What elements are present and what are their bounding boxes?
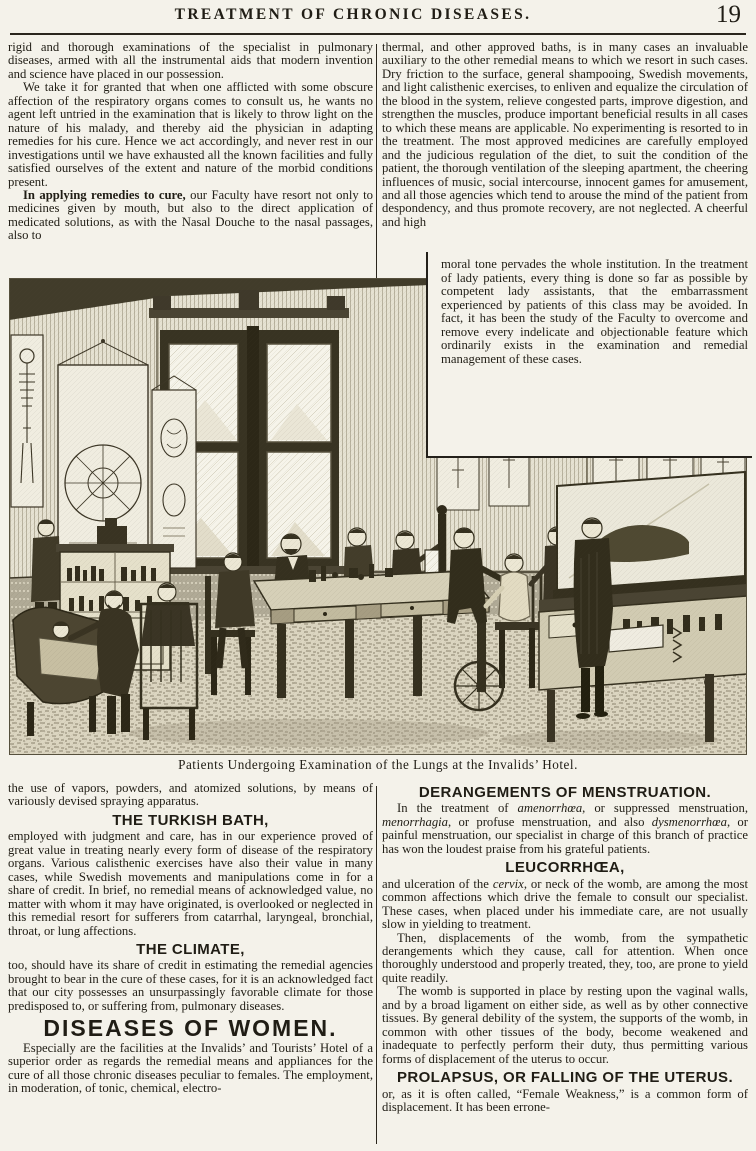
section-heading: THE TURKISH BATH, (112, 811, 269, 829)
top-right-column (382, 41, 748, 229)
paragraph: Especially are the facilities at the Invalids’ and Tourists’ Hotel of a superior order as regards the remedial means and appliances for the cure of all those chronic diseases peculiar to females. The employment, in moderation, of tonic, chemical, electro- (8, 1040, 373, 1096)
column-divider-bottom (376, 786, 377, 1144)
paragraph: In applying remedies to cure, our Faculty have resort not only to medicines given by mouth, but also to the direct application of medicated solutions, as with the Nasal Douche to the nasal passages, also to (8, 187, 373, 243)
section-heading: PROLAPSUS, OR FALLING OF THE UTERUS. (396, 1069, 734, 1087)
paragraph: We take it for granted that when one afflicted with some obscure affection of the respiratory organs comes to consult us, he wants no agent left untried in the examination that is likely to throw light on the nature of his malady, and thereby aid the physician in adapting remedies for his cure. Hence we act accordingly, and never rest in our investigations until we have exhausted all the known facilities and fully satisfied ourselves of the extent and nature of the morbid conditions present. (8, 80, 373, 189)
paragraph: moral tone pervades the whole institution. In the treatment of lady patients, every thing is done so far as possible by competent lady assistants, that the embarrassment experienced by patients of this class may be avoided. In fact, it has been the study of the Faculty to overcome and remove every indelicate and objectionable feature which ordinarily exists in the examination and remedial management of these cases. (441, 257, 748, 366)
bottom-left-column (8, 782, 373, 1096)
section-heading: DERANGEMENTS OF MENSTRUATION. (418, 784, 712, 801)
paragraph: Then, displacements of the womb, from the sympathetic derangements which they cause, call for attention. When once thoroughly understood and properly treated, they, too, are prone to yield quite readily. (382, 930, 748, 985)
wrap-text-box (426, 252, 752, 458)
top-left-column (8, 41, 373, 243)
column-divider-top (376, 44, 377, 290)
paragraph: rigid and thorough examinations of the specialist in pulmonary diseases, armed with all the instrumental aids that modern invention and science have placed in our possession. (8, 40, 373, 81)
page-number: 19 (716, 1, 741, 28)
header-rule (10, 33, 746, 35)
paragraph: and ulceration of the cervix, or neck of the womb, are among the most common affections which drive the female to consult our specialist. These cases, when placed under his immediate care, are not usually slow in yielding to treatment. (382, 876, 748, 932)
paragraph: thermal, and other approved baths, is in many cases an invaluable auxiliary to the other remedial means to which we resort in such cases. Dry friction to the surface, general shampooing, Swedish movements, and light calisthenic exercises, to enliven and equalize the circulation of the blood in the system, relieve congested parts, improve digestion, and strengthen the muscles, produce important beneficial results in all cases to which these means are applicable. No experimenting is resorted to in the treatment. The most approved medicines are carefully employed and the judicious regulation of the diet, to suit the condition of the patient, the thorough ventilation of the sleeping apartment, the cheering influences of music, social intercourse, innocent games for amusement, and all those agencies which tend to arouse the mind of the patient from despondency, and thus promote recovery, are not neglected. A cheerful and high (382, 40, 748, 229)
paragraph: or, as it is often called, “Female Weakness,” is a common form of displacement. It has been errone- (382, 1086, 748, 1114)
paragraph: too, should have its share of credit in estimating the remedial agencies brought to bear in the cure of these cases, for it is an acknowledged fact that our city possesses an unsurpassingly favorable climate for those predisposed to, or suffering from, pulmonary diseases. (8, 958, 373, 1013)
paragraph: employed with judgment and care, has in our experience proved of great value in treating nearly every form of disease of the respiratory organs. Various calisthenic exercises have also their value in many cases, while Swedish movements and manipulations come in for a share of credit. In brief, no remedial means of acknowledged value, no matter with whom it may have originated, is overlooked or neglected in this remedial resort for sufferers from catarrhal, laryngeal, bronchial, throat, or lung affections. (8, 829, 373, 938)
paragraph: The womb is supported in place by resting upon the vaginal walls, and by a broad ligament on either side, as well as by other connective tissues. By general debility of the system, the supports of the womb, in common with other tissues of the body, become weakened and inadequate to perfectly perform their duty, thus permitting various forms of displacement of the uterus to occur. (382, 984, 748, 1066)
bottom-right-column (382, 781, 748, 1114)
page-title: TREATMENT OF CHRONIC DISEASES. (174, 6, 532, 23)
section-heading: DISEASES OF WOMEN. (43, 1015, 338, 1042)
illustration-caption: Patients Undergoing Examination of the Lungs at the Invalids’ Hotel. (178, 757, 578, 772)
paragraph: In the treatment of amenorrhœa, or suppressed menstruation, menorrhagia, or profuse menstruation, and also dysmenorrhœa, or painful menstruation, our specialist in charge of this branch of practice has won the loudest praise from his grateful patients. (382, 801, 748, 856)
section-heading: LEUCORRHŒA, (505, 859, 625, 877)
section-heading: THE CLIMATE, (136, 940, 245, 958)
paragraph: the use of vapors, powders, and atomized solutions, by means of variously devised spraying apparatus. (8, 781, 373, 809)
